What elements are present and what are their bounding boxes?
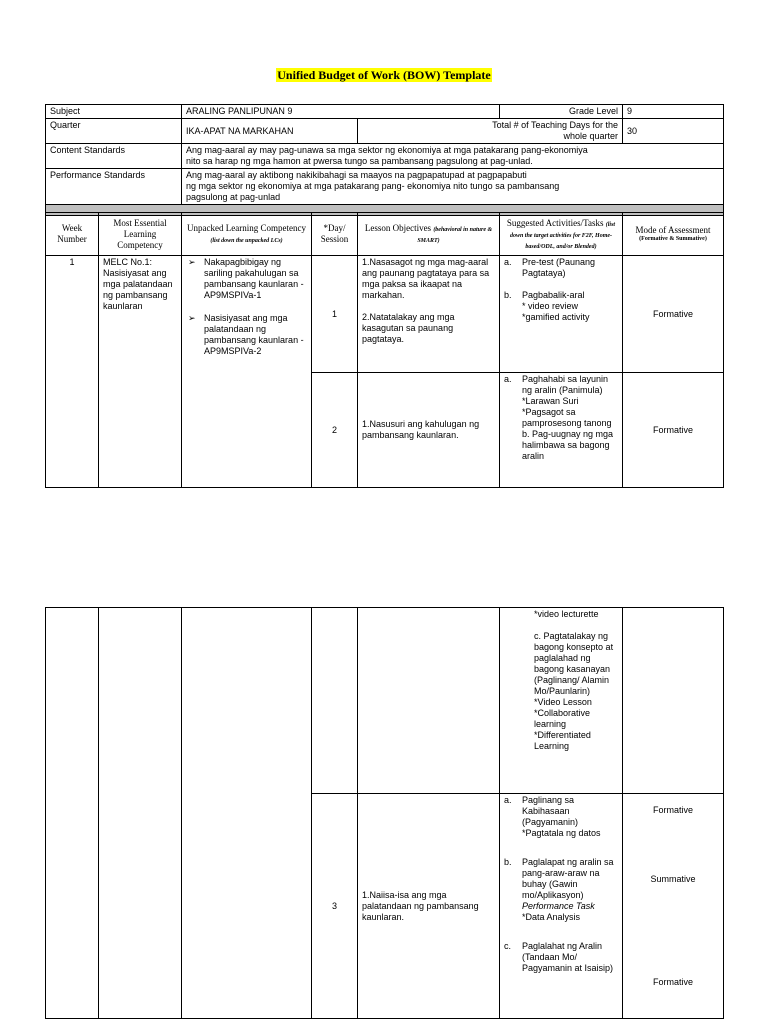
list-item: ➢ Nasisiyasat ang mga palatandaan ng pambansang kaunlaran - AP9MSPIVa-2 [204, 313, 307, 357]
col-week: Week Number [46, 213, 99, 256]
list-marker: a. [504, 795, 512, 805]
mode-text: Formative [652, 805, 693, 815]
col-mode-label: Mode of Assessment [635, 225, 711, 235]
list-marker: a. [504, 257, 512, 267]
quarter-value: IKA-APAT NA MARKAHAN [182, 119, 358, 144]
performance-line-2: ng mga sektor ng ekonomiya at mga patakarang pang- ekonomiya nito tungo sa pambansang [186, 181, 560, 191]
activity-text: *Pagsagot sa pamprosesong tanong [522, 407, 612, 428]
budget-table-main [45, 212, 724, 488]
activity-text: Pagbabalik-aral [522, 290, 585, 300]
document-title-wrap [0, 66, 768, 84]
col-activities [500, 213, 623, 256]
objectives-cell: 1.Naiisa-isa ang mga palatandaan ng pambansang kaunlaran. [358, 794, 500, 1019]
content-standards-value [182, 144, 724, 169]
table-row [46, 608, 724, 794]
activities-cell [500, 608, 623, 794]
activities-list [504, 795, 618, 974]
col-objectives-note: (behavioral in nature & SMART) [417, 227, 493, 244]
list-item [504, 857, 618, 923]
quarter-label: Quarter [46, 119, 182, 144]
list-marker: b. [504, 290, 512, 300]
grade-value: 9 [623, 105, 724, 119]
mode-cell [623, 608, 724, 794]
col-day: *Day/ Session [312, 213, 358, 256]
col-objectives-label: Lesson Objectives [364, 223, 432, 233]
activity-text: *Pagtatala ng datos [522, 828, 601, 838]
activities-cell [500, 794, 623, 1019]
col-unpacked-label: Unpacked Learning Competency [187, 223, 306, 233]
mode-cell: Formative [623, 373, 724, 488]
activity-text: *Larawan Suri [522, 396, 579, 406]
content-line-1: Ang mag-aaral ay may pag-unawa sa mga sektor ng ekonomiya at mga patakarang pang-ekonomiya [186, 145, 588, 155]
performance-standards-row [46, 169, 724, 205]
col-unpacked [182, 213, 312, 256]
activity-text: Paglalapat ng aralin sa pang-araw-araw na buhay (Gawin mo/Aplikasyon) [522, 857, 614, 900]
objective-text: 2.Natatalakay ang mga kasagutan sa paunang pagtataya. [362, 312, 455, 344]
day-cell: 2 [312, 373, 358, 488]
table-row [46, 256, 724, 373]
days-label-line2: whole quarter [563, 131, 619, 141]
objectives-cell [358, 608, 500, 794]
objectives-cell: 1.Nasusuri ang kahulugan ng pambansang kaunlaran. [358, 373, 500, 488]
col-unpacked-note: (list down the unpacked LCs) [210, 238, 283, 244]
content-standards-row [46, 144, 724, 169]
melc-cell: MELC No.1: Nasisiyasat ang mga palatandaan ng pambansang kaunlaran [99, 256, 182, 488]
activity-text: Paglalahat ng Aralin (Tandaan Mo/ Pagyamanin at Isaisip) [522, 941, 614, 973]
performance-line-1: Ang mag-aaral ay aktibong nakikibahagi sa maayos na pagpapatupad at pagpapabuti [186, 170, 527, 180]
week-number [46, 608, 99, 1019]
activity-text: *video lecturette [534, 609, 599, 619]
activities-list [504, 374, 618, 462]
content-standards-label: Content Standards [46, 144, 182, 169]
list-marker: c. [504, 941, 512, 951]
activity-text: c. Pagtatalakay ng bagong konsepto at paglalahad ng bagong kasanayan (Paglinang/ Alamin Mo/Paunlarin) [534, 631, 614, 696]
subject-label: Subject [46, 105, 182, 119]
mode-cell [623, 794, 724, 1019]
unpacked-list [186, 257, 307, 357]
col-mode-note: (Formative & Summative) [639, 236, 707, 242]
activities-cell [500, 256, 623, 373]
subject-value: ARALING PANLIPUNAN 9 [182, 105, 500, 119]
objective-text: 1.Nasasagot ng mga mag-aaral ang paunang pagtataya para sa mga paksa sa ikaapat na markahan. [362, 257, 490, 300]
activity-text: *gamified activity [522, 312, 590, 322]
budget-table-continued [45, 607, 724, 1019]
activities-list [504, 257, 618, 323]
activity-text: Paglinang sa Kabihasaan (Pagyamanin) [522, 795, 579, 827]
unpacked-cell [182, 256, 312, 488]
days-label [358, 119, 623, 144]
mode-text: Summative [650, 874, 696, 884]
list-item [504, 941, 618, 974]
list-item [504, 290, 618, 323]
activity-text: *Differentiated Learning [534, 730, 591, 751]
activity-text: b. Pag-uugnay ng mga halimbawa sa bagong aralin [522, 429, 614, 461]
activity-text: *Collaborative learning [534, 708, 591, 729]
objectives-cell [358, 256, 500, 373]
days-label-line1: Total # of Teaching Days for the [492, 120, 619, 130]
activity-text: Performance Task [522, 901, 595, 911]
activity-text: * video review [522, 301, 579, 311]
activity-text: *Video Lesson [534, 697, 592, 707]
unpacked-cell [182, 608, 312, 1019]
col-objectives [358, 213, 500, 256]
content-line-2: nito sa harap ng mga hamon at pwersa tungo sa pambansang pagsulong at pag-unlad. [186, 156, 533, 166]
performance-standards-label: Performance Standards [46, 169, 182, 205]
list-item: ➢ Nakapagbibigay ng sariling pakahulugan sa pambansang kaunlaran - AP9MSPIVa-1 [204, 257, 307, 301]
list-item [504, 374, 618, 462]
performance-line-3: pagsulong at pag-unlad [186, 192, 281, 202]
mode-cell: Formative [623, 256, 724, 373]
grade-label: Grade Level [500, 105, 623, 119]
col-mode [623, 213, 724, 256]
list-marker: b. [504, 857, 512, 867]
list-item [504, 795, 618, 839]
list-marker: a. [504, 374, 512, 384]
activities-cell [500, 373, 623, 488]
column-header-row [46, 213, 724, 256]
quarter-row [46, 119, 724, 144]
activity-text: Paghahabi sa layunin ng aralin (Panimula) [522, 374, 609, 395]
col-activities-note: (list down the target activities for F2F, Home-based/ODL, and/or Blended) [509, 221, 616, 250]
document-title: Unified Budget of Work (BOW) Template [277, 68, 491, 82]
col-activities-label: Suggested Activities/Tasks [506, 217, 604, 228]
list-item [504, 257, 618, 279]
day-cell: 3 [312, 794, 358, 1019]
day-cell [312, 608, 358, 794]
activity-text: Pre-test (Paunang Pagtataya) [522, 257, 596, 278]
mode-text: Formative [652, 977, 693, 987]
activity-text: *Data Analysis [522, 912, 581, 922]
activities-continuation [504, 609, 618, 752]
performance-standards-value [182, 169, 724, 205]
budget-table-top [45, 104, 724, 216]
week-number: 1 [46, 256, 99, 488]
days-value: 30 [623, 119, 724, 144]
col-melc: Most Essential Learning Competency [99, 213, 182, 256]
subject-row [46, 105, 724, 119]
melc-cell [99, 608, 182, 1019]
day-cell: 1 [312, 256, 358, 373]
